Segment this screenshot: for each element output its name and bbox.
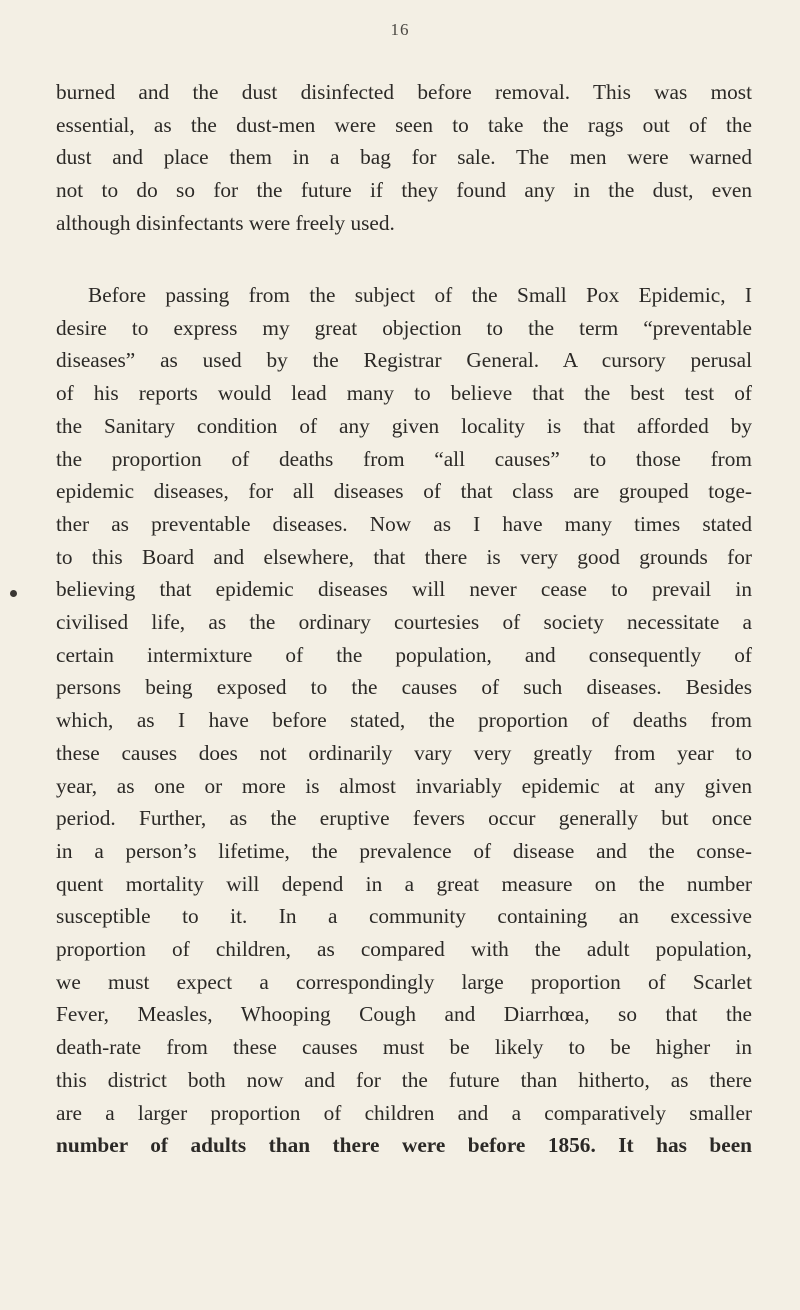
text-line: these causes does not ordinarily vary very greatly from year to [56,740,752,765]
text-line: of his reports would lead many to believe that the best test of [56,381,752,406]
text-line: desire to express my great objection to the term “preventable [56,315,752,340]
text-line: Fever, Measles, Whooping Cough and Diarrhœa, so that the [56,1002,752,1027]
text-line: are a larger proportion of children and a comparatively smaller [56,1100,752,1125]
text-line: year, as one or more is almost invariably epidemic at any given [56,773,752,798]
text-line: believing that epidemic diseases will never cease to prevail in [56,577,752,602]
text-line: dust and place them in a bag for sale. The men were warned [56,145,752,170]
text-line: although disinfectants were freely used. [56,210,395,235]
text-line: we must expect a correspondingly large proportion of Scarlet [56,969,752,994]
text-line: this district both now and for the future than hitherto, as there [56,1067,752,1092]
page-number: 16 [390,20,410,39]
text-line: ther as preventable diseases. Now as I have many times stated [56,511,752,536]
text-line: in a person’s lifetime, the prevalence of disease and the conse- [56,838,752,863]
text-line: susceptible to it. In a community containing an excessive [56,904,752,929]
margin-ink-mark [10,590,17,597]
text-line: persons being exposed to the causes of such diseases. Besides [56,675,752,700]
text-line: period. Further, as the eruptive fevers occur generally but once [56,806,752,831]
text-line: not to do so for the future if they found any in the dust, even [56,178,752,203]
text-line: the Sanitary condition of any given locality is that afforded by [56,413,752,438]
text-line: burned and the dust disinfected before removal. This was most [56,80,752,104]
text-line: epidemic diseases, for all diseases of that class are grouped toge- [56,479,752,504]
paragraph-2 [56,279,752,1162]
text-line: to this Board and elsewhere, that there is very good grounds for [56,544,752,569]
text-line: number of adults than there were before 1856. It has been [56,1133,752,1158]
text-line: Before passing from the subject of the Small Pox Epidemic, I [88,283,752,307]
text-line: civilised life, as the ordinary courtesies of society necessitate a [56,610,752,635]
text-line: quent mortality will depend in a great measure on the number [56,871,752,896]
text-line: essential, as the dust-men were seen to take the rags out of the [56,112,752,137]
text-line: death-rate from these causes must be likely to be higher in [56,1035,752,1060]
text-line: which, as I have before stated, the proportion of deaths from [56,708,752,733]
text-line: diseases” as used by the Registrar General. A cursory perusal [56,348,752,373]
text-line: proportion of children, as compared with the adult population, [56,937,752,962]
text-line: the proportion of deaths from “all causes” to those from [56,446,752,471]
paragraph-1 [56,76,752,240]
text-line: certain intermixture of the population, and consequently of [56,642,752,667]
